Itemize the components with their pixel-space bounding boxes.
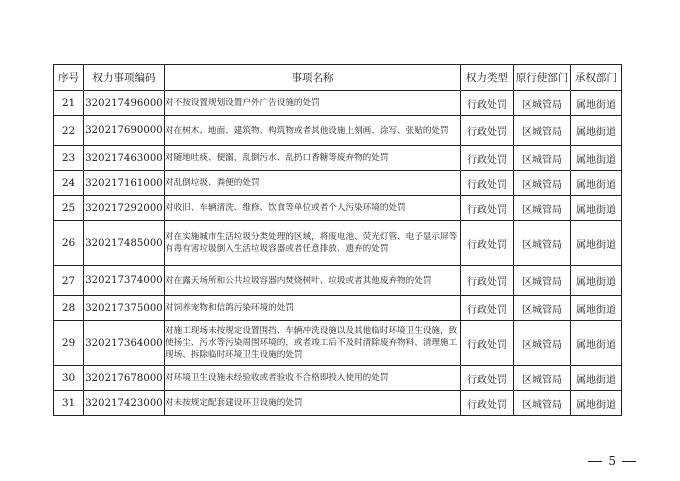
cell-type: 行政处罚 (461, 321, 514, 366)
cell-dept: 区城管局 (514, 296, 571, 321)
header-code: 权力事项编码 (84, 65, 165, 91)
table-row (54, 116, 622, 146)
cell-dept: 区城管局 (514, 366, 571, 391)
cell-name: 对环境卫生设施未经验收或者验收不合格即投入使用的处罚 (165, 366, 461, 391)
cell-name: 对在树木、地面、建筑物、构筑物或者其他设施上刻画、涂写、张贴的处罚 (165, 116, 461, 146)
table-row (54, 266, 622, 296)
cell-host: 属地街道 (571, 296, 622, 321)
cell-host: 属地街道 (571, 321, 622, 366)
cell-no: 25 (54, 196, 84, 221)
cell-no: 21 (54, 91, 84, 116)
cell-code: 320217423000 (84, 391, 165, 416)
header-dept: 原行使部门 (514, 65, 571, 91)
cell-host: 属地街道 (571, 391, 622, 416)
cell-dept: 区城管局 (514, 321, 571, 366)
cell-name: 对不按设置规划设置户外广告设施的处罚 (165, 91, 461, 116)
page-number: 5 (608, 454, 616, 468)
cell-dept: 区城管局 (514, 171, 571, 196)
header-type: 权力类型 (461, 65, 514, 91)
table-row (54, 171, 622, 196)
cell-no: 30 (54, 366, 84, 391)
cell-host: 属地街道 (571, 221, 622, 266)
cell-type: 行政处罚 (461, 366, 514, 391)
cell-code: 320217364000 (84, 321, 165, 366)
table-row (54, 91, 622, 116)
cell-type: 行政处罚 (461, 296, 514, 321)
cell-no: 31 (54, 391, 84, 416)
cell-name: 对乱倒垃圾、粪便的处罚 (165, 171, 461, 196)
header-host: 承权部门 (571, 65, 622, 91)
table-row (54, 221, 622, 266)
header-name: 事项名称 (165, 65, 461, 91)
cell-dept: 区城管局 (514, 221, 571, 266)
cell-type: 行政处罚 (461, 391, 514, 416)
table-header-row (54, 65, 622, 91)
cell-code: 320217485000 (84, 221, 165, 266)
cell-dept: 区城管局 (514, 91, 571, 116)
table-row (54, 146, 622, 171)
cell-host: 属地街道 (571, 116, 622, 146)
cell-type: 行政处罚 (461, 221, 514, 266)
cell-host: 属地街道 (571, 146, 622, 171)
cell-no: 29 (54, 321, 84, 366)
cell-dept: 区城管局 (514, 266, 571, 296)
cell-code: 320217496000 (84, 91, 165, 116)
cell-host: 属地街道 (571, 366, 622, 391)
cell-name: 对收旧、车辆清洗、维修、饮食等单位或者个人污染环境的处罚 (165, 196, 461, 221)
cell-no: 23 (54, 146, 84, 171)
cell-host: 属地街道 (571, 266, 622, 296)
cell-type: 行政处罚 (461, 116, 514, 146)
page-footer (588, 454, 636, 468)
cell-name: 对在实施城市生活垃圾分类处理的区域，将废电池、荧光灯管、电子显示屏等有毒有害垃圾倒入生活垃圾容器或者任意排放、遗弃的处罚 (165, 221, 461, 266)
cell-type: 行政处罚 (461, 196, 514, 221)
cell-no: 27 (54, 266, 84, 296)
footer-dash-right (622, 461, 636, 462)
cell-host: 属地街道 (571, 171, 622, 196)
cell-dept: 区城管局 (514, 196, 571, 221)
cell-no: 28 (54, 296, 84, 321)
footer-dash-left (588, 461, 602, 462)
header-no: 序号 (54, 65, 84, 91)
cell-no: 26 (54, 221, 84, 266)
cell-dept: 区城管局 (514, 391, 571, 416)
cell-code: 320217463000 (84, 146, 165, 171)
table-row (54, 196, 622, 221)
cell-host: 属地街道 (571, 196, 622, 221)
cell-name: 对随地吐痰、便溺，乱倒污水、乱扔口香糖等废弃物的处罚 (165, 146, 461, 171)
cell-code: 320217374000 (84, 266, 165, 296)
cell-name: 对饲养宠物和信鸽污染环境的处罚 (165, 296, 461, 321)
table-row (54, 366, 622, 391)
cell-type: 行政处罚 (461, 146, 514, 171)
authority-table (53, 64, 622, 416)
cell-code: 320217292000 (84, 196, 165, 221)
cell-dept: 区城管局 (514, 116, 571, 146)
cell-name: 对施工现场未按规定设置围挡、车辆冲洗设施以及其他临时环境卫生设施，致使扬尘、污水等污染周围环境的，或者竣工后不及时清除废弃物料、清理施工现场、拆除临时环境卫生设施的处罚 (165, 321, 461, 366)
cell-code: 320217161000 (84, 171, 165, 196)
cell-host: 属地街道 (571, 91, 622, 116)
cell-name: 对在露天场所和公共垃圾容器内焚烧树叶、垃圾或者其他废弃物的处罚 (165, 266, 461, 296)
cell-dept: 区城管局 (514, 146, 571, 171)
cell-no: 22 (54, 116, 84, 146)
table-row (54, 391, 622, 416)
cell-type: 行政处罚 (461, 171, 514, 196)
cell-code: 320217678000 (84, 366, 165, 391)
cell-type: 行政处罚 (461, 266, 514, 296)
cell-code: 320217690000 (84, 116, 165, 146)
cell-type: 行政处罚 (461, 91, 514, 116)
table-row (54, 296, 622, 321)
table-row (54, 321, 622, 366)
cell-name: 对未按规定配套建设环卫设施的处罚 (165, 391, 461, 416)
cell-code: 320217375000 (84, 296, 165, 321)
cell-no: 24 (54, 171, 84, 196)
